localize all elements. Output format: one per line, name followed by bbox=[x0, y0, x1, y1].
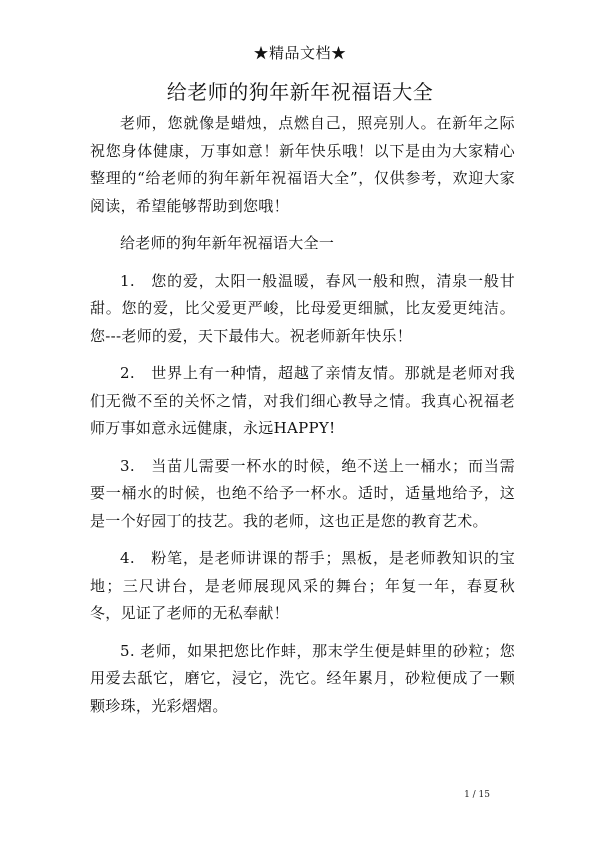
blessing-item-5: 5. 老师，如果把您比作蚌，那末学生便是蚌里的砂粒；您用爱去舐它，磨它，浸它，洗它。经年累月，砂粒便成了一颗颗珍珠，光彩熠熠。 bbox=[90, 641, 515, 715]
page-number: 1 / 15 bbox=[464, 790, 490, 800]
section-heading: 给老师的狗年新年祝福语大全一 bbox=[120, 234, 335, 252]
blessing-item-4: 4. 粉笔，是老师讲课的帮手；黑板，是老师教知识的宝地；三尺讲台，是老师展现风采的舞台；年复一年，春夏秋冬，见证了老师的无私奉献！ bbox=[90, 549, 515, 622]
intro-paragraph: 老师，您就像是蜡烛，点燃自己，照亮别人。在新年之际祝您身体健康，万事如意！新年快乐哦！以下是由为大家精心整理的“给老师的狗年新年祝福语大全”，仅供参考，欢迎大家阅读，希望能够帮助到您哦！ bbox=[90, 114, 515, 215]
document-title: 给老师的狗年新年祝福语大全 bbox=[166, 80, 434, 104]
document-body bbox=[90, 110, 515, 720]
blessing-item-3: 3. 当苗儿需要一杯水的时候，绝不送上一桶水；而当需要一桶水的时候，也绝不给予一杯水。适时，适量地给予，这是一个好园丁的技艺。我的老师，这也正是您的教育艺术。 bbox=[90, 456, 515, 530]
document-header: ★精品文档★ bbox=[253, 44, 347, 62]
blessing-item-1: 1. 您的爱，太阳一般温暖，春风一般和煦，清泉一般甘甜。您的爱，比父爱更严峻，比母爱更细腻，比友爱更纯洁。您---老师的爱，天下最伟大。祝老师新年快乐！ bbox=[90, 271, 515, 345]
blessing-item-2: 2. 世界上有一种情，超越了亲情友情。那就是老师对我们无微不至的关怀之情，对我们细心教导之情。我真心祝福老师万事如意永远健康，永远HAPPY! bbox=[90, 364, 515, 437]
